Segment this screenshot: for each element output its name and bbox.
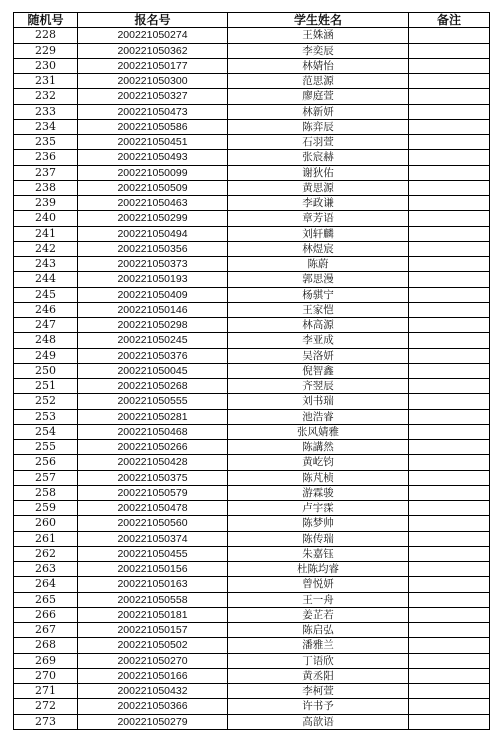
remarks-cell [409, 287, 490, 302]
remarks-cell [409, 485, 490, 500]
remarks-cell [409, 241, 490, 256]
table-row [14, 43, 490, 58]
random-number-cell: 263 [14, 562, 78, 577]
registration-number-cell: 200221050502 [78, 638, 228, 653]
registration-number-cell: 200221050455 [78, 546, 228, 561]
remarks-cell [409, 501, 490, 516]
student-name-cell: 陈蔚 [228, 257, 409, 272]
random-number-cell: 247 [14, 318, 78, 333]
remarks-cell [409, 318, 490, 333]
student-name-cell: 张宸赫 [228, 150, 409, 165]
remarks-cell [409, 455, 490, 470]
student-name-cell: 王姝涵 [228, 28, 409, 43]
random-number-cell: 245 [14, 287, 78, 302]
random-number-cell: 259 [14, 501, 78, 516]
remarks-cell [409, 638, 490, 653]
random-number-cell: 234 [14, 119, 78, 134]
registration-number-cell: 200221050560 [78, 516, 228, 531]
table-row [14, 470, 490, 485]
student-name-cell: 章芳语 [228, 211, 409, 226]
remarks-cell [409, 684, 490, 699]
student-name-cell: 王一舟 [228, 592, 409, 607]
student-name-cell: 刘轩麟 [228, 226, 409, 241]
registration-number-cell: 200221050362 [78, 43, 228, 58]
remarks-cell [409, 470, 490, 485]
random-number-cell: 249 [14, 348, 78, 363]
registration-number-cell: 200221050177 [78, 58, 228, 73]
remarks-cell [409, 135, 490, 150]
table-row [14, 623, 490, 638]
random-number-cell: 235 [14, 135, 78, 150]
table-row [14, 272, 490, 287]
registration-number-cell: 200221050451 [78, 135, 228, 150]
table-row [14, 28, 490, 43]
student-name-cell: 杨骐宁 [228, 287, 409, 302]
random-number-cell: 241 [14, 226, 78, 241]
registration-number-cell: 200221050245 [78, 333, 228, 348]
registration-number-cell: 200221050327 [78, 89, 228, 104]
student-name-cell: 陈启弘 [228, 623, 409, 638]
header-registration-number: 报名号 [78, 13, 228, 28]
table-row [14, 74, 490, 89]
table-row [14, 714, 490, 729]
table-row [14, 592, 490, 607]
table-row [14, 257, 490, 272]
random-number-cell: 244 [14, 272, 78, 287]
random-number-cell: 240 [14, 211, 78, 226]
student-name-cell: 丁语欣 [228, 653, 409, 668]
remarks-cell [409, 257, 490, 272]
student-name-cell: 廖庭萱 [228, 89, 409, 104]
student-name-cell: 高歆语 [228, 714, 409, 729]
random-number-cell: 228 [14, 28, 78, 43]
registration-number-cell: 200221050374 [78, 531, 228, 546]
header-row [14, 13, 490, 28]
table-row [14, 394, 490, 409]
random-number-cell: 256 [14, 455, 78, 470]
table-row [14, 333, 490, 348]
remarks-cell [409, 104, 490, 119]
remarks-cell [409, 196, 490, 211]
remarks-cell [409, 43, 490, 58]
remarks-cell [409, 379, 490, 394]
random-number-cell: 237 [14, 165, 78, 180]
remarks-cell [409, 28, 490, 43]
table-row [14, 150, 490, 165]
table-row [14, 89, 490, 104]
registration-number-cell: 200221050045 [78, 363, 228, 378]
random-number-cell: 272 [14, 699, 78, 714]
registration-number-cell: 200221050281 [78, 409, 228, 424]
student-name-cell: 李柯萱 [228, 684, 409, 699]
table-row [14, 241, 490, 256]
student-name-cell: 黄丞阳 [228, 668, 409, 683]
student-name-cell: 林新妍 [228, 104, 409, 119]
table-row [14, 455, 490, 470]
remarks-cell [409, 119, 490, 134]
registration-number-cell: 200221050099 [78, 165, 228, 180]
remarks-cell [409, 394, 490, 409]
student-name-cell: 李奕辰 [228, 43, 409, 58]
table-row [14, 501, 490, 516]
student-name-cell: 黄屹钧 [228, 455, 409, 470]
student-name-cell: 杜陈均睿 [228, 562, 409, 577]
student-name-cell: 陈传瑞 [228, 531, 409, 546]
student-name-cell: 朱嘉钰 [228, 546, 409, 561]
registration-number-cell: 200221050268 [78, 379, 228, 394]
remarks-cell [409, 226, 490, 241]
student-name-cell: 刘书瑞 [228, 394, 409, 409]
registration-number-cell: 200221050558 [78, 592, 228, 607]
remarks-cell [409, 623, 490, 638]
table-row [14, 516, 490, 531]
registration-number-cell: 200221050274 [78, 28, 228, 43]
random-number-cell: 268 [14, 638, 78, 653]
random-number-cell: 233 [14, 104, 78, 119]
registration-number-cell: 200221050356 [78, 241, 228, 256]
student-name-cell: 石羽萱 [228, 135, 409, 150]
remarks-cell [409, 516, 490, 531]
random-number-cell: 273 [14, 714, 78, 729]
registration-number-cell: 200221050586 [78, 119, 228, 134]
student-name-cell: 王家恺 [228, 302, 409, 317]
remarks-cell [409, 348, 490, 363]
registration-number-cell: 200221050428 [78, 455, 228, 470]
random-number-cell: 231 [14, 74, 78, 89]
roster-table [13, 12, 490, 730]
table-row [14, 58, 490, 73]
student-name-cell: 陈弈辰 [228, 119, 409, 134]
remarks-cell [409, 409, 490, 424]
registration-number-cell: 200221050373 [78, 257, 228, 272]
table-row [14, 211, 490, 226]
random-number-cell: 270 [14, 668, 78, 683]
registration-number-cell: 200221050163 [78, 577, 228, 592]
remarks-cell [409, 424, 490, 439]
registration-number-cell: 200221050493 [78, 150, 228, 165]
student-name-cell: 曾悦妍 [228, 577, 409, 592]
table-row [14, 424, 490, 439]
table-row [14, 653, 490, 668]
student-name-cell: 卢宇霂 [228, 501, 409, 516]
student-name-cell: 林高源 [228, 318, 409, 333]
registration-number-cell: 200221050266 [78, 440, 228, 455]
random-number-cell: 265 [14, 592, 78, 607]
student-name-cell: 李政谦 [228, 196, 409, 211]
student-name-cell: 吴洛妍 [228, 348, 409, 363]
random-number-cell: 254 [14, 424, 78, 439]
student-name-cell: 林婧怡 [228, 58, 409, 73]
registration-number-cell: 200221050579 [78, 485, 228, 500]
student-name-cell: 齐翌辰 [228, 379, 409, 394]
student-name-cell: 陈芃桢 [228, 470, 409, 485]
registration-number-cell: 200221050298 [78, 318, 228, 333]
table-row [14, 318, 490, 333]
header-student-name: 学生姓名 [228, 13, 409, 28]
remarks-cell [409, 592, 490, 607]
registration-number-cell: 200221050299 [78, 211, 228, 226]
remarks-cell [409, 440, 490, 455]
remarks-cell [409, 333, 490, 348]
table-row [14, 531, 490, 546]
random-number-cell: 242 [14, 241, 78, 256]
random-number-cell: 261 [14, 531, 78, 546]
table-row [14, 379, 490, 394]
student-name-cell: 倪智鑫 [228, 363, 409, 378]
student-name-cell: 谢狄佑 [228, 165, 409, 180]
remarks-cell [409, 89, 490, 104]
student-name-cell: 池浩睿 [228, 409, 409, 424]
student-name-cell: 范思源 [228, 74, 409, 89]
student-name-cell: 潘雅兰 [228, 638, 409, 653]
table-row [14, 440, 490, 455]
registration-number-cell: 200221050156 [78, 562, 228, 577]
random-number-cell: 250 [14, 363, 78, 378]
table-row [14, 363, 490, 378]
registration-number-cell: 200221050157 [78, 623, 228, 638]
student-name-cell: 姜芷若 [228, 607, 409, 622]
student-name-cell: 郭思漫 [228, 272, 409, 287]
table-row [14, 485, 490, 500]
random-number-cell: 260 [14, 516, 78, 531]
registration-number-cell: 200221050375 [78, 470, 228, 485]
random-number-cell: 230 [14, 58, 78, 73]
random-number-cell: 251 [14, 379, 78, 394]
random-number-cell: 253 [14, 409, 78, 424]
remarks-cell [409, 699, 490, 714]
student-name-cell: 林煜宸 [228, 241, 409, 256]
remarks-cell [409, 653, 490, 668]
remarks-cell [409, 531, 490, 546]
table-row [14, 562, 490, 577]
remarks-cell [409, 74, 490, 89]
registration-number-cell: 200221050555 [78, 394, 228, 409]
remarks-cell [409, 150, 490, 165]
random-number-cell: 262 [14, 546, 78, 561]
registration-number-cell: 200221050279 [78, 714, 228, 729]
header-remarks: 备注 [409, 13, 490, 28]
table-row [14, 348, 490, 363]
table-row [14, 165, 490, 180]
random-number-cell: 236 [14, 150, 78, 165]
remarks-cell [409, 668, 490, 683]
table-row [14, 577, 490, 592]
remarks-cell [409, 165, 490, 180]
registration-number-cell: 200221050494 [78, 226, 228, 241]
table-row [14, 135, 490, 150]
table-row [14, 607, 490, 622]
registration-number-cell: 200221050193 [78, 272, 228, 287]
student-name-cell: 张风婧雅 [228, 424, 409, 439]
registration-number-cell: 200221050300 [78, 74, 228, 89]
random-number-cell: 248 [14, 333, 78, 348]
registration-number-cell: 200221050376 [78, 348, 228, 363]
random-number-cell: 269 [14, 653, 78, 668]
remarks-cell [409, 562, 490, 577]
remarks-cell [409, 577, 490, 592]
student-name-cell: 李亚成 [228, 333, 409, 348]
remarks-cell [409, 302, 490, 317]
random-number-cell: 243 [14, 257, 78, 272]
table-row [14, 668, 490, 683]
table-row [14, 302, 490, 317]
registration-number-cell: 200221050478 [78, 501, 228, 516]
table-row [14, 226, 490, 241]
table-row [14, 119, 490, 134]
remarks-cell [409, 211, 490, 226]
random-number-cell: 257 [14, 470, 78, 485]
remarks-cell [409, 272, 490, 287]
remarks-cell [409, 607, 490, 622]
registration-number-cell: 200221050270 [78, 653, 228, 668]
table-row [14, 196, 490, 211]
header-random-number: 随机号 [14, 13, 78, 28]
registration-number-cell: 200221050468 [78, 424, 228, 439]
table-row [14, 287, 490, 302]
table-row [14, 684, 490, 699]
registration-number-cell: 200221050509 [78, 180, 228, 195]
registration-number-cell: 200221050409 [78, 287, 228, 302]
remarks-cell [409, 180, 490, 195]
student-name-cell: 游霖骏 [228, 485, 409, 500]
random-number-cell: 238 [14, 180, 78, 195]
registration-number-cell: 200221050463 [78, 196, 228, 211]
random-number-cell: 264 [14, 577, 78, 592]
table-body [14, 28, 490, 730]
registration-number-cell: 200221050432 [78, 684, 228, 699]
student-name-cell: 许书予 [228, 699, 409, 714]
registration-number-cell: 200221050166 [78, 668, 228, 683]
registration-number-cell: 200221050181 [78, 607, 228, 622]
random-number-cell: 271 [14, 684, 78, 699]
table-row [14, 699, 490, 714]
random-number-cell: 246 [14, 302, 78, 317]
random-number-cell: 232 [14, 89, 78, 104]
student-name-cell: 黄思源 [228, 180, 409, 195]
random-number-cell: 252 [14, 394, 78, 409]
student-name-cell: 陈講然 [228, 440, 409, 455]
table-row [14, 546, 490, 561]
random-number-cell: 258 [14, 485, 78, 500]
random-number-cell: 267 [14, 623, 78, 638]
random-number-cell: 266 [14, 607, 78, 622]
student-name-cell: 陈梦帅 [228, 516, 409, 531]
table-row [14, 104, 490, 119]
random-number-cell: 229 [14, 43, 78, 58]
registration-number-cell: 200221050473 [78, 104, 228, 119]
remarks-cell [409, 58, 490, 73]
registration-number-cell: 200221050146 [78, 302, 228, 317]
table-row [14, 409, 490, 424]
registration-number-cell: 200221050366 [78, 699, 228, 714]
remarks-cell [409, 363, 490, 378]
remarks-cell [409, 546, 490, 561]
remarks-cell [409, 714, 490, 729]
random-number-cell: 255 [14, 440, 78, 455]
table-row [14, 180, 490, 195]
table-row [14, 638, 490, 653]
random-number-cell: 239 [14, 196, 78, 211]
